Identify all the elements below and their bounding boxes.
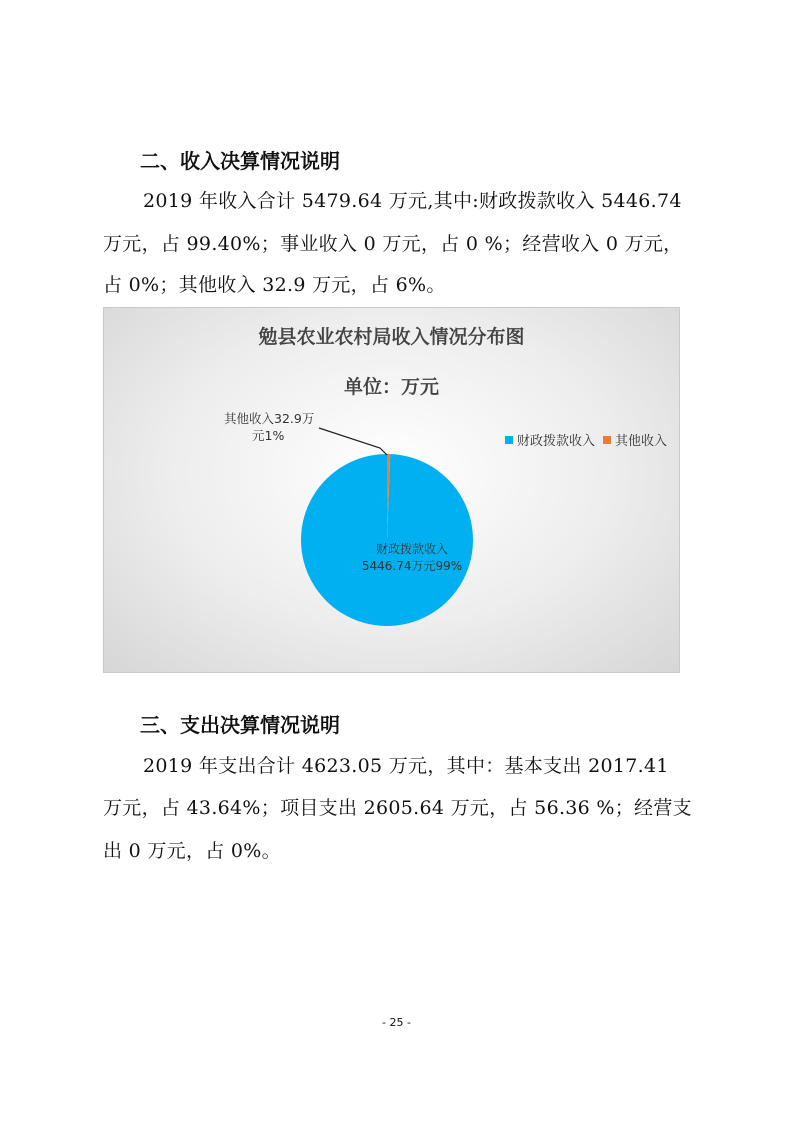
section3-line-2: 万元，占 43.64%；项目支出 2605.64 万元，占 56.36 %；经营支: [103, 797, 692, 819]
chart-subtitle: 单位：万元: [343, 376, 439, 398]
legend-label-fiscal: 财政拨款收入: [517, 434, 596, 449]
label-leader-line: [319, 428, 387, 455]
label-fiscal: [351, 541, 473, 575]
label-other: [224, 410, 314, 444]
pie-slice-fiscal: [301, 454, 473, 626]
page-number: - 25 -: [382, 1016, 411, 1029]
label-fiscal-line-1: 财政拨款收入: [375, 542, 448, 556]
income-pie-chart: [103, 307, 680, 673]
label-other-line-2: 元1%: [252, 428, 285, 443]
section2-line-3: 占 0%；其他收入 32.9 万元，占 6%。: [103, 274, 446, 296]
pie-plot: [104, 308, 679, 672]
legend-label-other: 其他收入: [615, 434, 668, 449]
section2-line-2: 万元，占 99.40%；事业收入 0 万元，占 0 %；经营收入 0 万元，: [103, 233, 683, 255]
section3-line-1: 2019 年支出合计 4623.05 万元，其中：基本支出 2017.41: [143, 755, 669, 777]
legend-entry-fiscal: [505, 430, 595, 449]
chart-title: 勉县农业农村局收入情况分布图: [258, 326, 525, 348]
legend-swatch-other: [603, 436, 611, 444]
label-other-line-1: 其他收入32.9万: [224, 411, 315, 426]
legend-swatch-fiscal: [505, 436, 513, 444]
section2-line-1: 2019 年收入合计 5479.64 万元,其中:财政拨款收入 5446.74: [143, 190, 682, 212]
legend-entry-other: [603, 430, 667, 449]
section3-line-3: 出 0 万元，占 0%。: [103, 840, 281, 862]
label-fiscal-line-2: 5446.74万元99%: [361, 559, 463, 573]
section3-heading: 三、支出决算情况说明: [140, 713, 340, 737]
chart-legend: [505, 430, 675, 449]
section2-heading: 二、收入决算情况说明: [140, 149, 340, 173]
